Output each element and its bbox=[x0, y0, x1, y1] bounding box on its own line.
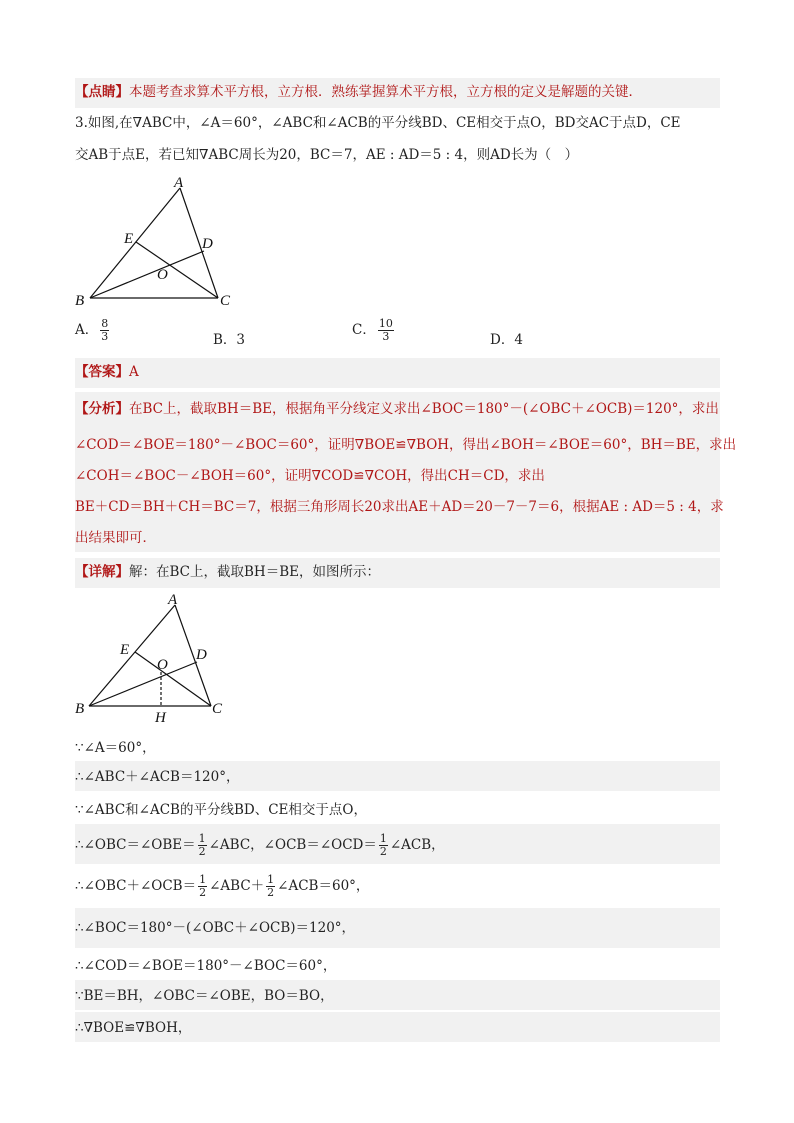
fig1-label-c: C bbox=[220, 293, 231, 309]
step-5 bbox=[75, 873, 720, 899]
step-3 bbox=[75, 800, 720, 820]
step-5-half-1 bbox=[198, 874, 207, 899]
half-num: 1 bbox=[198, 832, 206, 845]
step-8: ∵BE＝BH，∠OBC＝∠OBE，BO＝BO， bbox=[75, 988, 334, 1004]
half-num: 1 bbox=[199, 873, 207, 886]
detail-row bbox=[75, 558, 720, 588]
fig2-label-b: B bbox=[75, 701, 85, 717]
option-c-den: 3 bbox=[382, 330, 390, 343]
step-5a: ∴∠OBC＋∠OCB＝ bbox=[75, 878, 197, 894]
analysis-line-1 bbox=[75, 399, 720, 419]
triangle-figure-1 bbox=[70, 172, 240, 312]
fig1-label-e: E bbox=[124, 231, 134, 247]
step-4a: ∴∠OBC＝∠OBE＝ bbox=[75, 837, 196, 853]
half-num: 1 bbox=[267, 873, 275, 886]
fig2-label-d: D bbox=[196, 647, 207, 663]
step-4c: ∠ACB， bbox=[389, 837, 445, 853]
dianjing-tag: 【点睛】 bbox=[75, 84, 129, 100]
fig2-label-a: A bbox=[168, 592, 178, 608]
question-line-1: 3.如图,在∇ABC中，∠A＝60°，∠ABC和∠ACB的平分线BD、CE相交于点O，BD交AC于点D，CE bbox=[75, 115, 681, 131]
option-a-num: 8 bbox=[101, 317, 109, 330]
option-c bbox=[352, 318, 396, 343]
step-4 bbox=[75, 832, 720, 858]
option-a-fraction bbox=[100, 318, 109, 343]
step-1: ∵∠A＝60°， bbox=[75, 740, 156, 756]
step-5-half-2 bbox=[266, 874, 275, 899]
step-4b: ∠ABC，∠OCB＝∠OCD＝ bbox=[208, 837, 377, 853]
fig2-label-e: E bbox=[120, 642, 130, 658]
dianjing-row bbox=[75, 78, 720, 108]
fig2-label-o: O bbox=[157, 657, 168, 673]
option-a bbox=[75, 318, 111, 343]
option-d: D．4 bbox=[490, 332, 523, 348]
fig2-label-c: C bbox=[212, 701, 223, 717]
answer-tag: 【答案】 bbox=[75, 364, 129, 380]
step-5b: ∠ABC＋ bbox=[209, 878, 265, 894]
step-5c: ∠ACB＝60°， bbox=[277, 878, 370, 894]
half-den: 2 bbox=[267, 886, 275, 899]
option-b: B．3 bbox=[213, 332, 246, 348]
step-3-text: ∵∠ABC和∠ACB的平分线BD、CE相交于点O， bbox=[75, 802, 367, 818]
step-6: ∴∠BOC＝180°－(∠OBC＋∠OCB)＝120°， bbox=[75, 920, 356, 936]
fig1-label-b: B bbox=[75, 293, 85, 309]
analysis-tag: 【分析】 bbox=[75, 401, 129, 417]
analysis-line-2: ∠COD＝∠BOE＝180°－∠BOC＝60°，证明∇BOE≌∇BOH，得出∠BOH＝∠BOE＝60°，BH＝BE，求出 bbox=[75, 437, 737, 453]
step-4-half-1 bbox=[198, 833, 207, 858]
detail-intro: 解：在BC上，截取BH＝BE，如图所示： bbox=[129, 564, 380, 580]
answer-value: A bbox=[129, 364, 139, 380]
analysis-line-3: ∠COH＝∠BOC－∠BOH＝60°，证明∇COD≌∇COH，得出CH＝CD，求出 bbox=[75, 468, 545, 484]
step-4-half-2 bbox=[379, 833, 388, 858]
step-7: ∴∠COD＝∠BOE＝180°－∠BOC＝60°， bbox=[75, 958, 337, 974]
option-a-den: 3 bbox=[101, 330, 109, 343]
analysis-line-4: BE＋CD＝BH＋CH＝BC＝7，根据三角形周长20求出AE＋AD＝20－7－7＝6，根据AE : AD＝5 : 4，求 bbox=[75, 499, 724, 515]
option-a-label: A． bbox=[75, 322, 99, 338]
half-den: 2 bbox=[198, 845, 206, 858]
option-c-label: C． bbox=[352, 322, 376, 338]
option-c-num: 10 bbox=[378, 317, 393, 330]
step-2: ∴∠ABC＋∠ACB＝120°， bbox=[75, 769, 240, 785]
half-den: 2 bbox=[379, 845, 387, 858]
half-num: 1 bbox=[379, 832, 387, 845]
fig1-bisector-bd bbox=[90, 251, 204, 298]
fig1-label-o: O bbox=[157, 267, 168, 283]
analysis-line-5: 出结果即可． bbox=[75, 530, 156, 546]
fig1-label-d: D bbox=[202, 236, 213, 252]
analysis-text-1: 在BC上，截取BH＝BE，根据角平分线定义求出∠BOC＝180°－(∠OBC＋∠OCB)＝120°，求出 bbox=[129, 401, 719, 417]
dianjing-text: 本题考查求算术平方根，立方根．熟练掌握算术平方根，立方根的定义是解题的关键． bbox=[129, 84, 642, 100]
fig1-label-a: A bbox=[174, 175, 184, 191]
step-9: ∴∇BOE≌∇BOH， bbox=[75, 1020, 192, 1036]
option-c-fraction bbox=[378, 318, 394, 343]
triangle-figure-2 bbox=[75, 592, 225, 724]
detail-tag: 【详解】 bbox=[75, 564, 129, 580]
answer-row bbox=[75, 358, 720, 388]
half-den: 2 bbox=[199, 886, 207, 899]
question-line-2: 交AB于点E，若已知∇ABC周长为20，BC＝7，AE : AD＝5 : 4，则AD长为（ ） bbox=[75, 147, 579, 163]
fig2-label-h: H bbox=[155, 710, 166, 724]
